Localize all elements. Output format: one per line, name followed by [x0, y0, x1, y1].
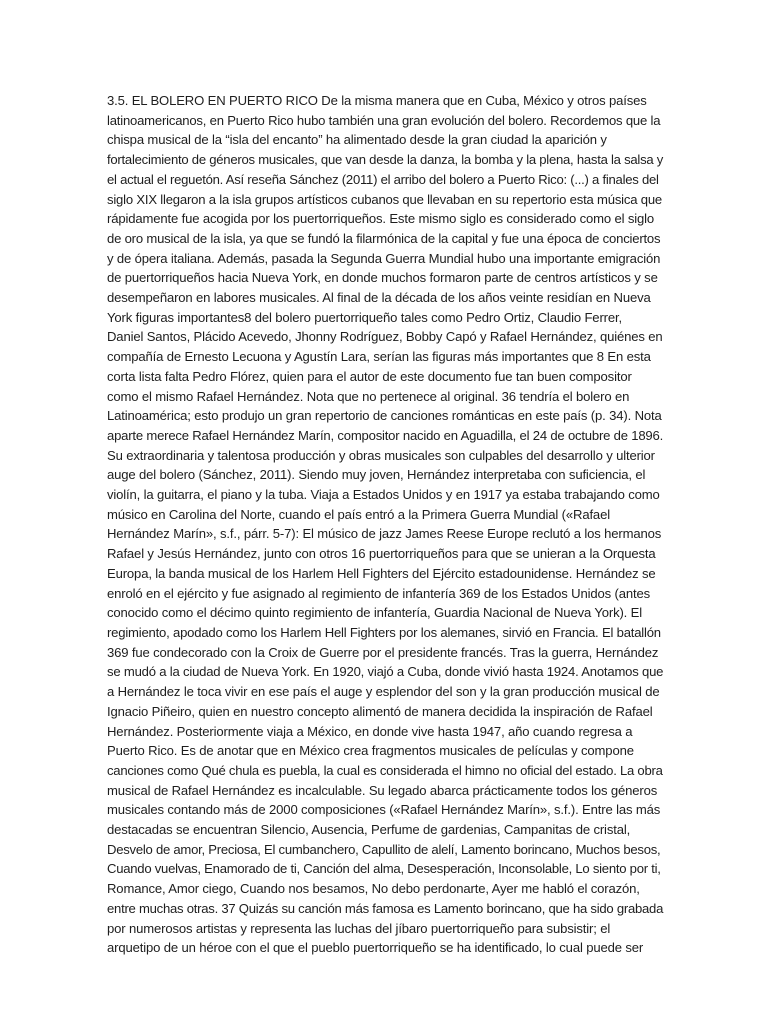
text-line: se mudó a la ciudad de Nueva York. En 1920, viajó a Cuba, donde vivió hasta 1924. Anotamos que [107, 664, 664, 680]
text-line: conocido como el décimo quinto regimiento de infantería, Guardia Nacional de Nueva York). El [107, 605, 642, 621]
text-line: canciones como Qué chula es puebla, la cual es considerada el himno no oficial del estado. La obra [107, 762, 663, 778]
text-line: músico en Carolina del Norte, cuando el país entró a la Primera Guerra Mundial («Rafael [107, 506, 610, 522]
text-line: Puerto Rico. Es de anotar que en México crea fragmentos musicales de películas y compone [107, 743, 634, 759]
text-line: Su extraordinaria y talentosa producción y obras musicales son culpables del desarrollo y ulterior [107, 447, 655, 463]
text-line: 3.5. EL BOLERO EN PUERTO RICO De la misma manera que en Cuba, México y otros países [107, 93, 647, 108]
text-line: de oro musical de la isla, ya que se fundó la filarmónica de la capital y fue una época de conciertos [107, 230, 661, 246]
body-text [107, 91, 663, 958]
text-line: Daniel Santos, Plácido Acevedo, Jhonny Rodríguez, Bobby Capó y Rafael Hernández, quiénes en [107, 329, 663, 345]
text-line: auge del bolero (Sánchez, 2011). Siendo muy joven, Hernández interpretaba con suficiencia, el [107, 467, 646, 483]
text-line: de puertorriqueños hacia Nueva York, en donde muchos formaron parte de centros artísticos y se [107, 270, 658, 286]
text-line: fortalecimiento de géneros musicales, que van desde la danza, la bomba y la plena, hasta la salsa y [107, 152, 664, 168]
text-line: Latinoamérica; esto produjo un gran repertorio de canciones románticas en este país (p. 34). Nota [107, 408, 662, 424]
text-line: rápidamente fue acogida por los puertorriqueños. Este mismo siglo es considerado como el siglo [107, 211, 655, 227]
text-line: Romance, Amor ciego, Cuando nos besamos, No debo perdonarte, Ayer me habló el corazón, [107, 881, 640, 897]
text-line: desempeñaron en labores musicales. Al final de la década de los años veinte residían en Nueva [107, 290, 651, 306]
text-line: Cuando vuelvas, Enamorado de ti, Canción del alma, Desesperación, Inconsolable, Lo siento por ti, [107, 861, 661, 877]
text-line: compañía de Ernesto Lecuona y Agustín Lara, serían las figuras más importantes que 8 En esta [107, 349, 651, 365]
text-line: destacadas se encuentran Silencio, Ausencia, Perfume de gardenias, Campanitas de cristal, [107, 822, 631, 838]
text-line: 369 fue condecorado con la Croix de Guerre por el presidente francés. Tras la guerra, Hernández [107, 644, 659, 660]
text-line: Hernández. Posteriormente viaja a México, en donde vive hasta 1947, año cuando regresa a [107, 723, 633, 739]
text-line: Desvelo de amor, Preciosa, El cumbanchero, Capullito de alelí, Lamento borincano, Muchos besos, [107, 841, 661, 857]
text-line: siglo XIX llegaron a la isla grupos artísticos cubanos que llevaban en su repertorio esta música que [107, 191, 663, 207]
text-line: arquetipo de un héroe con el que el pueblo puertorriqueño se ha identificado, lo cual puede ser [107, 940, 644, 956]
text-line: Ignacio Piñeiro, quien en nuestro concepto alimentó de manera decidida la inspiración de Rafael [107, 703, 653, 719]
text-line: por numerosos artistas y representa las luchas del jíbaro puertorriqueño para subsistir; el [107, 920, 611, 936]
text-line: chispa musical de la “isla del encanto” ha alimentado desde la gran ciudad la aparición y [107, 132, 607, 148]
text-line: Hernández Marín», s.f., párr. 5-7): El músico de jazz James Reese Europe reclutó a los hermanos [107, 526, 662, 542]
text-line: aparte merece Rafael Hernández Marín, compositor nacido en Aguadilla, el 24 de octubre de 1896. [107, 427, 664, 443]
text-line: enroló en el ejército y fue asignado al regimiento de infantería 369 de los Estados Unidos (antes [107, 585, 651, 601]
text-line: musicales contando más de 2000 composiciones («Rafael Hernández Marín», s.f.). Entre las más [107, 802, 661, 818]
text-line: Rafael y Jesús Hernández, junto con otros 16 puertorriqueños para que se unieran a la Orquesta [107, 546, 656, 562]
text-line: latinoamericanos, en Puerto Rico hubo también una gran evolución del bolero. Recordemos que la [107, 112, 661, 128]
text-line: a Hernández le toca vivir en ese país el auge y esplendor del son y la gran producción musical de [107, 684, 660, 700]
text-line: regimiento, apodado como los Harlem Hell Fighters por los alemanes, sirvió en Francia. El batallón [107, 624, 661, 640]
text-line: Europa, la banda musical de los Harlem Hell Fighters del Ejército estadounidense. Hernández se [107, 565, 656, 581]
text-line: el actual el reguetón. Así reseña Sánchez (2011) el arribo del bolero a Puerto Rico: (...) a finales del [107, 171, 659, 187]
text-line: entre muchas otras. 37 Quizás su canción más famosa es Lamento borincano, que ha sido grabada [107, 900, 664, 916]
text-line: violín, la guitarra, el piano y la tuba. Viaja a Estados Unidos y en 1917 ya estaba trabajando como [107, 487, 660, 503]
text-line: corta lista falta Pedro Flórez, quien para el autor de este documento fue tan buen compositor [107, 368, 632, 384]
text-line: como el mismo Rafael Hernández. Nota que no pertenece al original. 36 tendría el bolero en [107, 388, 630, 404]
text-line: musical de Rafael Hernández es incalculable. Su legado abarca prácticamente todos los géneros [107, 782, 658, 798]
text-line: y de ópera italiana. Además, pasada la Segunda Guerra Mundial hubo una importante emigración [107, 250, 661, 266]
text-line: York figuras importantes8 del bolero puertorriqueño tales como Pedro Ortiz, Claudio Ferrer, [107, 309, 622, 325]
